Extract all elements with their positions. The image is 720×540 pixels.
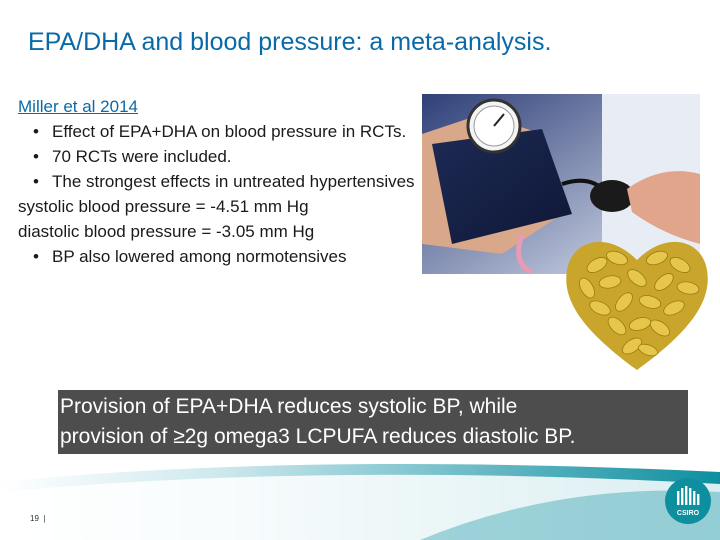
bullet-item <box>18 169 418 194</box>
summary-callout <box>58 390 688 454</box>
bullet-text: BP also lowered among normotensives <box>52 247 347 266</box>
footer-band <box>0 462 720 540</box>
fish-oil-heart-photo <box>562 220 712 380</box>
bullet-symbol: • <box>33 172 39 191</box>
csiro-logo <box>664 477 712 525</box>
bullet-symbol: • <box>33 147 39 166</box>
bullet-symbol: • <box>33 247 39 266</box>
reference-link[interactable]: Miller et al 2014 <box>18 97 139 116</box>
page-number-separator: | <box>43 514 46 523</box>
slide-title: EPA/DHA and blood pressure: a meta-analysis. <box>28 28 552 56</box>
diastolic-result: diastolic blood pressure = -3.05 mm Hg <box>18 222 315 241</box>
bullet-text: Effect of EPA+DHA on blood pressure in RCTs. <box>52 122 407 141</box>
callout-line-1: Provision of EPA+DHA reduces systolic BP, while <box>60 395 518 418</box>
bullet-text: The strongest effects in untreated hypertensives <box>52 172 415 191</box>
bullet-item <box>18 144 418 169</box>
logo-text: CSIRO <box>676 510 700 517</box>
bullet-item <box>18 244 418 269</box>
slide-body <box>18 94 418 269</box>
page-number-value: 19 <box>30 514 39 523</box>
callout-line-2: provision of ≥2g omega3 LCPUFA reduces diastolic BP. <box>60 425 576 448</box>
systolic-result: systolic blood pressure = -4.51 mm Hg <box>18 197 309 216</box>
page-number <box>30 514 45 523</box>
bullet-text: 70 RCTs were included. <box>52 147 232 166</box>
bullet-item <box>18 119 418 144</box>
bullet-symbol: • <box>33 122 39 141</box>
